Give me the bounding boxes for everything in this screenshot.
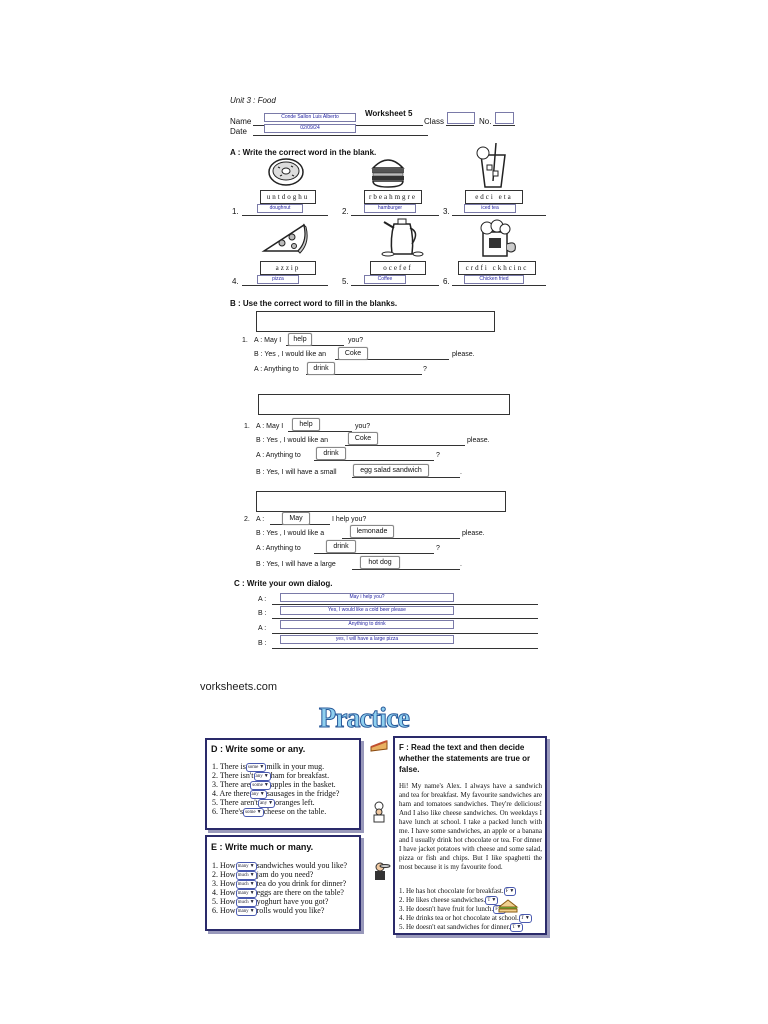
a-answer-1[interactable]: doughnut bbox=[257, 204, 303, 213]
e-item-2: 2. How much▼ jam do you need? bbox=[212, 870, 314, 879]
c-speaker-4: B : bbox=[258, 640, 267, 647]
b2-l1-post: I help you? bbox=[332, 516, 367, 523]
worksheet-title: Worksheet 5 bbox=[365, 109, 413, 118]
section-c-title: C : Write your own dialog. bbox=[234, 579, 333, 588]
doughnut-icon bbox=[266, 154, 306, 188]
f-item-5: 5. He doesn't eat sandwiches for dinner. T▼ bbox=[399, 923, 522, 932]
b1r-answer-sandwich[interactable]: egg salad sandwich bbox=[353, 464, 429, 477]
a-num-3: 3. bbox=[443, 207, 450, 216]
b1r-l1-pre: A : May I bbox=[256, 423, 284, 430]
scrambled-1: untdoghu bbox=[260, 190, 316, 204]
e-item-3: 3. How much▼ tea do you drink for dinner? bbox=[212, 879, 347, 888]
b2-answer-may[interactable]: May bbox=[282, 512, 310, 525]
worksheet-top bbox=[208, 86, 563, 388]
e-select-2[interactable]: much▼ bbox=[237, 872, 255, 878]
b1-word-box[interactable] bbox=[256, 311, 495, 332]
b1r-l3-pre: A : Anything to bbox=[256, 452, 301, 459]
coffee-pot-icon bbox=[380, 216, 424, 258]
chef-icon bbox=[369, 801, 389, 823]
c-speaker-2: B : bbox=[258, 610, 267, 617]
b1-l1-pre: A : May I bbox=[254, 337, 282, 344]
d-item-4: 4. Are there any▼ sausages in the fridge? bbox=[212, 789, 340, 798]
a-answer-5[interactable]: Coffee bbox=[364, 275, 406, 284]
section-b-title: B : Use the correct word to fill in the blanks. bbox=[230, 299, 398, 308]
a-num-2: 2. bbox=[342, 207, 349, 216]
pizza-icon bbox=[260, 221, 308, 257]
scrambled-3: edci eta bbox=[465, 190, 523, 204]
b1r-answer-help[interactable]: help bbox=[292, 418, 320, 431]
class-field[interactable] bbox=[447, 112, 475, 124]
practice-sheet bbox=[197, 675, 591, 945]
hamburger-icon bbox=[368, 154, 408, 190]
d-item-2: 2. There isn't any▼ ham for breakfast. bbox=[212, 771, 330, 780]
sandwich-icon bbox=[497, 897, 519, 915]
b2-l2-post: please. bbox=[462, 530, 485, 537]
b1-answer-drink[interactable]: drink bbox=[307, 362, 335, 375]
d-select-2[interactable]: any▼ bbox=[255, 773, 269, 779]
c-speaker-3: A : bbox=[258, 625, 267, 632]
f-select-3[interactable]: F bbox=[493, 905, 506, 914]
no-field[interactable] bbox=[495, 112, 514, 124]
name-field[interactable]: Conde Sallon Luis Alberto bbox=[264, 113, 356, 122]
a-num-1: 1. bbox=[232, 207, 239, 216]
a-num-5: 5. bbox=[342, 277, 349, 286]
unit-label: Unit 3 : Food bbox=[230, 96, 276, 105]
b1-l2-pre: B : Yes , I would like an bbox=[254, 351, 326, 358]
no-label: No. bbox=[479, 117, 492, 126]
d-item-3: 3. There are some▼ apples in the basket. bbox=[212, 780, 336, 789]
b1r-l3-post: ? bbox=[436, 452, 440, 459]
practice-title: Practice bbox=[319, 703, 409, 734]
b1-l2-post: please. bbox=[452, 351, 475, 358]
d-title: D : Write some or any. bbox=[211, 744, 306, 754]
cake-icon bbox=[369, 737, 389, 753]
a-answer-3[interactable]: iced tea bbox=[464, 204, 516, 213]
scrambled-5: ocefef bbox=[370, 261, 426, 275]
f-select-2[interactable]: T▼ bbox=[487, 898, 497, 903]
a-num-6: 6. bbox=[443, 277, 450, 286]
b1r-l1-post: you? bbox=[355, 423, 371, 430]
a-answer-2[interactable]: hamburger bbox=[364, 204, 416, 213]
f-text: Hi! My name's Alex. I always have a sandwich and tea for breakfast. My favourite sandwiches are ham and tomatoes sandwiches. They're delicious! And I also like cheese sandwiches. On weekdays I have lunch at school. I take a packed lunch with me. I have some sandwiches, an apple or a banana and I usually drink hot chocolate or tea. For dinner I have jacket potatoes with cheese and some salad, pizza or fish and chips. But I like spaghetti the most because it is my favourite food. bbox=[399, 782, 542, 871]
d-select-6[interactable]: some▼ bbox=[245, 809, 262, 815]
b2-num: 2. bbox=[244, 516, 250, 523]
e-select-1[interactable]: many▼ bbox=[237, 863, 255, 869]
c-line-4[interactable]: yes, I will have a large pizza bbox=[280, 635, 454, 644]
b1-num: 1. bbox=[242, 337, 248, 344]
iced-tea-icon bbox=[471, 141, 513, 189]
b2-word-box[interactable] bbox=[256, 491, 506, 512]
d-item-1: 1. There is some▼ milk in your mug. bbox=[212, 762, 325, 771]
d-item-6: 6. There's some▼ cheese on the table. bbox=[212, 807, 327, 816]
section-a-title: A : Write the correct word in the blank. bbox=[230, 148, 377, 157]
card-d bbox=[205, 738, 361, 830]
b2-answer-drink[interactable]: drink bbox=[326, 540, 356, 553]
b2-l1-pre: A : bbox=[256, 516, 265, 523]
waiter-icon bbox=[369, 860, 391, 882]
b1-l1-post: you? bbox=[348, 337, 364, 344]
f-item-4: 4. He drinks tea or hot chocolate at school. T▼ bbox=[399, 914, 530, 923]
name-label: Name bbox=[230, 117, 252, 126]
b1r-l2-pre: B : Yes , I would like an bbox=[256, 437, 328, 444]
b1r-l4-pre: B : Yes, I will have a small bbox=[256, 469, 337, 476]
b1r-l4-post: . bbox=[460, 469, 462, 476]
e-title: E : Write much or many. bbox=[211, 842, 314, 852]
class-label: Class bbox=[424, 117, 445, 126]
date-label: Date bbox=[230, 127, 247, 136]
worksheet-bottom bbox=[222, 390, 562, 652]
fried-chicken-icon bbox=[473, 218, 517, 258]
scrambled-6: crdfi ckhcinc bbox=[458, 261, 536, 275]
f-select-4[interactable]: T▼ bbox=[520, 916, 530, 921]
b1-l3-post: ? bbox=[423, 366, 427, 373]
c-speaker-1: A : bbox=[258, 596, 267, 603]
e-item-6: 6. How many▼ rolls would you like? bbox=[212, 906, 325, 915]
e-select-4[interactable]: many▼ bbox=[237, 890, 255, 896]
f-select-1[interactable]: F▼ bbox=[505, 889, 515, 894]
a-answer-4[interactable]: pizza bbox=[257, 275, 299, 284]
b1-answer-help[interactable]: help bbox=[288, 333, 312, 346]
b1r-l2-post: please. bbox=[467, 437, 490, 444]
d-select-3[interactable]: some▼ bbox=[252, 782, 269, 788]
f-item-3: 3. He doesn't have fruit for lunch. F bbox=[399, 905, 506, 914]
f-title: F : Read the text and then decide whether the statements are true or false. bbox=[399, 743, 531, 774]
f-item-1: 1. He has hot chocolate for breakfast. F▼ bbox=[399, 887, 515, 896]
b1r-answer-drink[interactable]: drink bbox=[316, 447, 346, 460]
scrambled-2: rbeahmgre bbox=[364, 190, 422, 204]
b1r-word-box[interactable] bbox=[258, 394, 510, 415]
b2-l4-post: . bbox=[460, 561, 462, 568]
b2-l3-pre: A : Anything to bbox=[256, 545, 301, 552]
b1r-answer-coke[interactable]: Coke bbox=[348, 432, 378, 445]
card-f bbox=[393, 736, 547, 935]
e-item-5: 5. How much▼ yoghurt have you got? bbox=[212, 897, 329, 906]
d-select-5[interactable]: any▼ bbox=[259, 800, 274, 806]
d-item-5: 5. There aren't any▼ oranges left. bbox=[212, 798, 315, 807]
d-select-4[interactable]: any▼ bbox=[251, 791, 265, 797]
b2-l2-pre: B : Yes , I would like a bbox=[256, 530, 325, 537]
a-answer-6[interactable]: Chicken fried bbox=[464, 275, 524, 284]
e-item-1: 1. How many▼ sandwiches would you like? bbox=[212, 861, 348, 870]
d-select-1[interactable]: some▼ bbox=[247, 764, 265, 770]
b1-answer-coke[interactable]: Coke bbox=[338, 347, 368, 360]
f-item-2: 2. He likes cheese sandwiches. T▼ bbox=[399, 896, 497, 905]
e-select-3[interactable]: much▼ bbox=[237, 881, 255, 887]
e-select-6[interactable]: many▼ bbox=[237, 908, 255, 914]
b2-answer-lemonade[interactable]: lemonade bbox=[350, 525, 394, 538]
f-select-5[interactable]: T▼ bbox=[512, 925, 522, 930]
c-line-2[interactable]: Yes, I would like a cold beer please bbox=[280, 606, 454, 615]
b1r-num: 1. bbox=[244, 423, 250, 430]
card-e bbox=[205, 835, 361, 931]
b2-l3-post: ? bbox=[436, 545, 440, 552]
b2-answer-hotdog[interactable]: hot dog bbox=[360, 556, 400, 569]
a-num-4: 4. bbox=[232, 277, 239, 286]
c-line-3[interactable]: Anything to drink bbox=[280, 620, 454, 629]
date-field[interactable]: 02/09/24 bbox=[264, 124, 356, 133]
e-item-4: 4. How many▼ eggs are there on the table? bbox=[212, 888, 344, 897]
site-name: vorksheets.com bbox=[200, 681, 278, 693]
b1-l3-pre: A : Anything to bbox=[254, 366, 299, 373]
e-select-5[interactable]: much▼ bbox=[237, 899, 255, 905]
b2-l4-pre: B : Yes, I will have a large bbox=[256, 561, 336, 568]
scrambled-4: azzip bbox=[260, 261, 316, 275]
c-line-1[interactable]: May i help you? bbox=[280, 593, 454, 602]
